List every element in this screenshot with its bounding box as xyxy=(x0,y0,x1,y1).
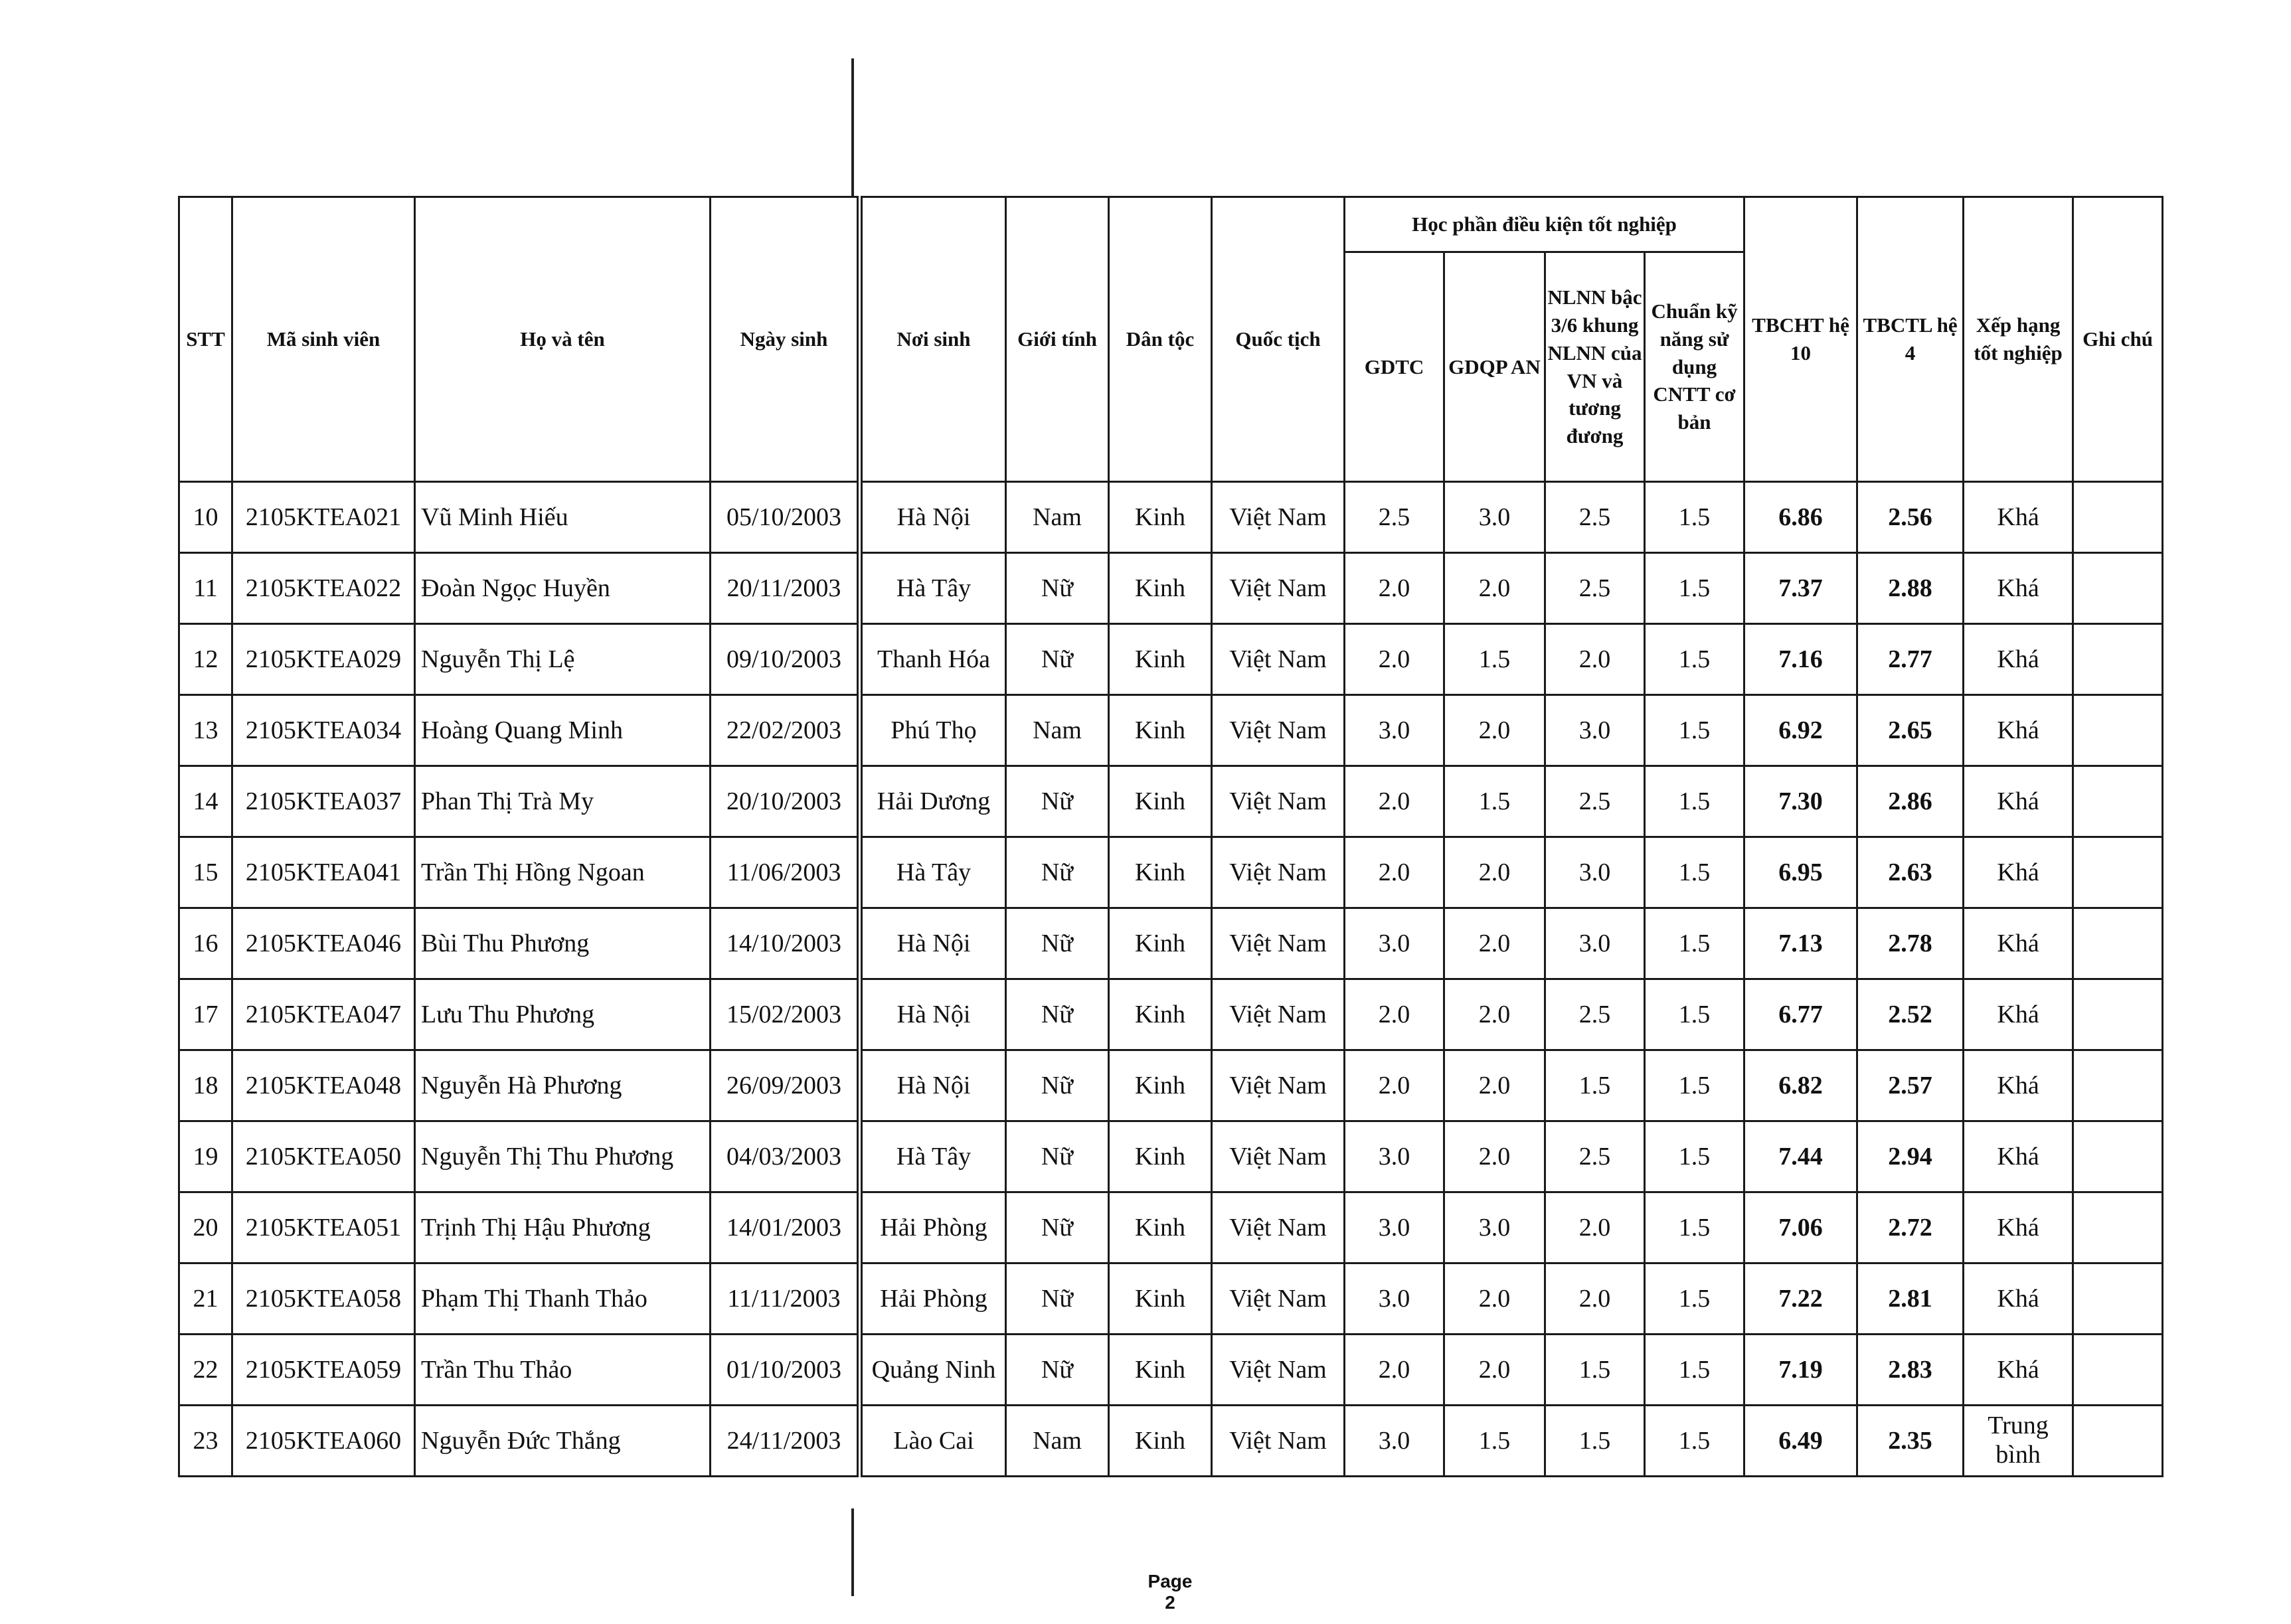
cell-nlnn: 3.0 xyxy=(1545,837,1645,908)
cell-birth-place: Hà Nội xyxy=(860,908,1006,979)
table-row xyxy=(179,624,2163,695)
cell-birth-date: 11/11/2003 xyxy=(711,1263,860,1335)
cell-gdqp: 2.0 xyxy=(1444,695,1545,766)
cell-tbcht: 6.86 xyxy=(1744,482,1857,553)
cell-nationality: Việt Nam xyxy=(1212,1335,1345,1406)
fold-line-bottom xyxy=(851,1508,854,1596)
cell-nlnn: 2.5 xyxy=(1545,766,1645,837)
cell-student-id: 2105KTEA050 xyxy=(232,1121,415,1192)
cell-tbcht: 6.49 xyxy=(1744,1406,1857,1477)
cell-birth-place: Hải Phòng xyxy=(860,1192,1006,1263)
cell-note xyxy=(2073,908,2163,979)
cell-nationality: Việt Nam xyxy=(1212,1121,1345,1192)
cell-cntt: 1.5 xyxy=(1645,1406,1744,1477)
table-row xyxy=(179,1050,2163,1121)
cell-tbctl: 2.94 xyxy=(1857,1121,1964,1192)
table-body xyxy=(179,482,2163,1477)
cell-student-id: 2105KTEA029 xyxy=(232,624,415,695)
cell-tbctl: 2.35 xyxy=(1857,1406,1964,1477)
cell-birth-place: Phú Thọ xyxy=(860,695,1006,766)
cell-cntt: 1.5 xyxy=(1645,766,1744,837)
cell-rank: Khá xyxy=(1964,766,2073,837)
cell-tbcht: 7.19 xyxy=(1744,1335,1857,1406)
cell-gdqp: 3.0 xyxy=(1444,1192,1545,1263)
cell-ethnicity: Kinh xyxy=(1109,553,1212,624)
cell-tbctl: 2.63 xyxy=(1857,837,1964,908)
cell-full-name: Nguyễn Hà Phương xyxy=(415,1050,711,1121)
cell-tbcht: 7.37 xyxy=(1744,553,1857,624)
cell-birth-date: 05/10/2003 xyxy=(711,482,860,553)
cell-nlnn: 3.0 xyxy=(1545,695,1645,766)
cell-gdqp: 2.0 xyxy=(1444,553,1545,624)
cell-birth-date: 20/11/2003 xyxy=(711,553,860,624)
header-student-id: Mã sinh viên xyxy=(232,197,415,482)
cell-gdqp: 2.0 xyxy=(1444,908,1545,979)
cell-tbctl: 2.78 xyxy=(1857,908,1964,979)
cell-rank: Khá xyxy=(1964,979,2073,1050)
cell-gdtc: 2.0 xyxy=(1345,766,1444,837)
cell-gender: Nữ xyxy=(1006,1050,1109,1121)
cell-gdqp: 2.0 xyxy=(1444,979,1545,1050)
cell-tbctl: 2.88 xyxy=(1857,553,1964,624)
cell-rank: Trung bình xyxy=(1964,1406,2073,1477)
cell-tbctl: 2.81 xyxy=(1857,1263,1964,1335)
cell-student-id: 2105KTEA034 xyxy=(232,695,415,766)
cell-tbctl: 2.52 xyxy=(1857,979,1964,1050)
cell-gender: Nữ xyxy=(1006,979,1109,1050)
cell-note xyxy=(2073,553,2163,624)
cell-tbcht: 7.22 xyxy=(1744,1263,1857,1335)
table-row xyxy=(179,695,2163,766)
cell-rank: Khá xyxy=(1964,1050,2073,1121)
header-gdqp: GDQP AN xyxy=(1444,252,1545,482)
cell-tbctl: 2.56 xyxy=(1857,482,1964,553)
cell-student-id: 2105KTEA021 xyxy=(232,482,415,553)
table-row xyxy=(179,553,2163,624)
cell-birth-date: 26/09/2003 xyxy=(711,1050,860,1121)
cell-birth-date: 15/02/2003 xyxy=(711,979,860,1050)
cell-birth-date: 11/06/2003 xyxy=(711,837,860,908)
cell-gdqp: 2.0 xyxy=(1444,1335,1545,1406)
cell-gender: Nữ xyxy=(1006,553,1109,624)
cell-note xyxy=(2073,1335,2163,1406)
cell-nationality: Việt Nam xyxy=(1212,908,1345,979)
cell-tbctl: 2.65 xyxy=(1857,695,1964,766)
cell-note xyxy=(2073,837,2163,908)
cell-ethnicity: Kinh xyxy=(1109,1050,1212,1121)
cell-gdtc: 2.0 xyxy=(1345,624,1444,695)
cell-ethnicity: Kinh xyxy=(1109,1192,1212,1263)
cell-tbcht: 6.92 xyxy=(1744,695,1857,766)
cell-gdqp: 2.0 xyxy=(1444,837,1545,908)
cell-gdtc: 2.0 xyxy=(1345,1050,1444,1121)
header-ethnicity: Dân tộc xyxy=(1109,197,1212,482)
cell-student-id: 2105KTEA058 xyxy=(232,1263,415,1335)
cell-nlnn: 1.5 xyxy=(1545,1406,1645,1477)
cell-ethnicity: Kinh xyxy=(1109,908,1212,979)
cell-nationality: Việt Nam xyxy=(1212,1406,1345,1477)
cell-student-id: 2105KTEA037 xyxy=(232,766,415,837)
cell-gender: Nữ xyxy=(1006,1192,1109,1263)
cell-gender: Nam xyxy=(1006,482,1109,553)
cell-nationality: Việt Nam xyxy=(1212,766,1345,837)
cell-gdtc: 2.0 xyxy=(1345,1335,1444,1406)
cell-stt: 14 xyxy=(179,766,232,837)
cell-nlnn: 2.0 xyxy=(1545,1192,1645,1263)
cell-rank: Khá xyxy=(1964,837,2073,908)
cell-birth-date: 20/10/2003 xyxy=(711,766,860,837)
cell-nationality: Việt Nam xyxy=(1212,624,1345,695)
cell-full-name: Hoàng Quang Minh xyxy=(415,695,711,766)
cell-gender: Nữ xyxy=(1006,1335,1109,1406)
cell-nationality: Việt Nam xyxy=(1212,1263,1345,1335)
cell-gender: Nữ xyxy=(1006,1263,1109,1335)
cell-rank: Khá xyxy=(1964,695,2073,766)
cell-cntt: 1.5 xyxy=(1645,1263,1744,1335)
table-row xyxy=(179,1121,2163,1192)
cell-tbcht: 7.13 xyxy=(1744,908,1857,979)
cell-gdtc: 2.0 xyxy=(1345,553,1444,624)
cell-tbctl: 2.72 xyxy=(1857,1192,1964,1263)
cell-note xyxy=(2073,624,2163,695)
cell-gdqp: 1.5 xyxy=(1444,624,1545,695)
cell-tbctl: 2.83 xyxy=(1857,1335,1964,1406)
cell-gdtc: 3.0 xyxy=(1345,908,1444,979)
cell-full-name: Đoàn Ngọc Huyền xyxy=(415,553,711,624)
cell-tbcht: 6.95 xyxy=(1744,837,1857,908)
header-nlnn: NLNN bậc 3/6 khung NLNN của VN và tương đương xyxy=(1545,252,1645,482)
header-group-conditions: Học phần điều kiện tốt nghiệp xyxy=(1345,197,1744,252)
cell-cntt: 1.5 xyxy=(1645,1192,1744,1263)
cell-note xyxy=(2073,482,2163,553)
cell-gender: Nữ xyxy=(1006,766,1109,837)
cell-birth-date: 22/02/2003 xyxy=(711,695,860,766)
table-row xyxy=(179,1192,2163,1263)
header-cntt: Chuẩn kỹ năng sử dụng CNTT cơ bản xyxy=(1645,252,1744,482)
cell-gdtc: 2.0 xyxy=(1345,979,1444,1050)
cell-full-name: Phạm Thị Thanh Thảo xyxy=(415,1263,711,1335)
cell-full-name: Nguyễn Thị Lệ xyxy=(415,624,711,695)
cell-birth-place: Hà Tây xyxy=(860,553,1006,624)
cell-gdqp: 3.0 xyxy=(1444,482,1545,553)
cell-gender: Nữ xyxy=(1006,837,1109,908)
cell-gdqp: 1.5 xyxy=(1444,1406,1545,1477)
cell-nlnn: 2.5 xyxy=(1545,1121,1645,1192)
cell-birth-date: 09/10/2003 xyxy=(711,624,860,695)
header-tbctl: TBCTL hệ 4 xyxy=(1857,197,1964,482)
cell-student-id: 2105KTEA048 xyxy=(232,1050,415,1121)
cell-birth-place: Hải Dương xyxy=(860,766,1006,837)
cell-gdtc: 3.0 xyxy=(1345,695,1444,766)
cell-birth-place: Hà Nội xyxy=(860,1050,1006,1121)
cell-stt: 21 xyxy=(179,1263,232,1335)
cell-cntt: 1.5 xyxy=(1645,979,1744,1050)
cell-note xyxy=(2073,1121,2163,1192)
cell-nationality: Việt Nam xyxy=(1212,553,1345,624)
cell-nlnn: 2.0 xyxy=(1545,1263,1645,1335)
header-rank: Xếp hạng tốt nghiệp xyxy=(1964,197,2073,482)
cell-tbctl: 2.57 xyxy=(1857,1050,1964,1121)
header-full-name: Họ và tên xyxy=(415,197,711,482)
cell-rank: Khá xyxy=(1964,624,2073,695)
cell-cntt: 1.5 xyxy=(1645,1335,1744,1406)
cell-birth-date: 24/11/2003 xyxy=(711,1406,860,1477)
cell-student-id: 2105KTEA022 xyxy=(232,553,415,624)
table-header xyxy=(179,197,2163,482)
cell-cntt: 1.5 xyxy=(1645,1121,1744,1192)
cell-tbcht: 7.44 xyxy=(1744,1121,1857,1192)
cell-nationality: Việt Nam xyxy=(1212,695,1345,766)
cell-ethnicity: Kinh xyxy=(1109,482,1212,553)
table-row xyxy=(179,1406,2163,1477)
cell-nationality: Việt Nam xyxy=(1212,837,1345,908)
cell-birth-date: 14/10/2003 xyxy=(711,908,860,979)
cell-gdtc: 3.0 xyxy=(1345,1192,1444,1263)
cell-birth-date: 14/01/2003 xyxy=(711,1192,860,1263)
cell-full-name: Phan Thị Trà My xyxy=(415,766,711,837)
cell-ethnicity: Kinh xyxy=(1109,837,1212,908)
cell-gdqp: 1.5 xyxy=(1444,766,1545,837)
table-row xyxy=(179,766,2163,837)
cell-birth-place: Quảng Ninh xyxy=(860,1335,1006,1406)
cell-ethnicity: Kinh xyxy=(1109,1406,1212,1477)
cell-full-name: Nguyễn Đức Thắng xyxy=(415,1406,711,1477)
cell-full-name: Lưu Thu Phương xyxy=(415,979,711,1050)
cell-stt: 23 xyxy=(179,1406,232,1477)
cell-tbcht: 7.16 xyxy=(1744,624,1857,695)
cell-rank: Khá xyxy=(1964,1121,2073,1192)
cell-stt: 17 xyxy=(179,979,232,1050)
cell-note xyxy=(2073,979,2163,1050)
cell-nationality: Việt Nam xyxy=(1212,979,1345,1050)
cell-birth-place: Hà Tây xyxy=(860,1121,1006,1192)
cell-ethnicity: Kinh xyxy=(1109,1335,1212,1406)
graduation-table xyxy=(178,196,2164,1477)
cell-student-id: 2105KTEA046 xyxy=(232,908,415,979)
cell-gender: Nữ xyxy=(1006,1121,1109,1192)
header-gdtc: GDTC xyxy=(1345,252,1444,482)
cell-birth-date: 04/03/2003 xyxy=(711,1121,860,1192)
cell-student-id: 2105KTEA059 xyxy=(232,1335,415,1406)
cell-student-id: 2105KTEA047 xyxy=(232,979,415,1050)
table-row xyxy=(179,1263,2163,1335)
cell-nlnn: 2.5 xyxy=(1545,482,1645,553)
cell-full-name: Trần Thị Hồng Ngoan xyxy=(415,837,711,908)
cell-gender: Nữ xyxy=(1006,624,1109,695)
cell-tbcht: 6.77 xyxy=(1744,979,1857,1050)
cell-birth-place: Hà Nội xyxy=(860,979,1006,1050)
cell-full-name: Bùi Thu Phương xyxy=(415,908,711,979)
cell-full-name: Vũ Minh Hiếu xyxy=(415,482,711,553)
cell-cntt: 1.5 xyxy=(1645,624,1744,695)
cell-birth-place: Hà Tây xyxy=(860,837,1006,908)
cell-birth-place: Lào Cai xyxy=(860,1406,1006,1477)
cell-student-id: 2105KTEA041 xyxy=(232,837,415,908)
cell-ethnicity: Kinh xyxy=(1109,979,1212,1050)
cell-ethnicity: Kinh xyxy=(1109,766,1212,837)
cell-stt: 22 xyxy=(179,1335,232,1406)
cell-cntt: 1.5 xyxy=(1645,553,1744,624)
cell-cntt: 1.5 xyxy=(1645,837,1744,908)
cell-stt: 11 xyxy=(179,553,232,624)
cell-cntt: 1.5 xyxy=(1645,482,1744,553)
cell-stt: 15 xyxy=(179,837,232,908)
cell-nlnn: 1.5 xyxy=(1545,1050,1645,1121)
cell-nlnn: 3.0 xyxy=(1545,908,1645,979)
cell-nationality: Việt Nam xyxy=(1212,1192,1345,1263)
cell-nationality: Việt Nam xyxy=(1212,1050,1345,1121)
cell-rank: Khá xyxy=(1964,1192,2073,1263)
cell-stt: 10 xyxy=(179,482,232,553)
cell-stt: 12 xyxy=(179,624,232,695)
cell-tbcht: 7.30 xyxy=(1744,766,1857,837)
cell-note xyxy=(2073,1263,2163,1335)
cell-gdtc: 2.0 xyxy=(1345,837,1444,908)
cell-gdtc: 2.5 xyxy=(1345,482,1444,553)
cell-stt: 18 xyxy=(179,1050,232,1121)
cell-cntt: 1.5 xyxy=(1645,695,1744,766)
cell-tbctl: 2.77 xyxy=(1857,624,1964,695)
cell-tbcht: 6.82 xyxy=(1744,1050,1857,1121)
cell-cntt: 1.5 xyxy=(1645,1050,1744,1121)
cell-cntt: 1.5 xyxy=(1645,908,1744,979)
cell-ethnicity: Kinh xyxy=(1109,624,1212,695)
cell-gdtc: 3.0 xyxy=(1345,1121,1444,1192)
cell-student-id: 2105KTEA051 xyxy=(232,1192,415,1263)
cell-gdtc: 3.0 xyxy=(1345,1406,1444,1477)
cell-full-name: Trần Thu Thảo xyxy=(415,1335,711,1406)
cell-nlnn: 2.5 xyxy=(1545,979,1645,1050)
cell-rank: Khá xyxy=(1964,553,2073,624)
cell-student-id: 2105KTEA060 xyxy=(232,1406,415,1477)
cell-birth-place: Thanh Hóa xyxy=(860,624,1006,695)
cell-tbcht: 7.06 xyxy=(1744,1192,1857,1263)
cell-note xyxy=(2073,1050,2163,1121)
cell-ethnicity: Kinh xyxy=(1109,1121,1212,1192)
cell-birth-place: Hà Nội xyxy=(860,482,1006,553)
cell-gdqp: 2.0 xyxy=(1444,1050,1545,1121)
cell-full-name: Trịnh Thị Hậu Phương xyxy=(415,1192,711,1263)
header-nationality: Quốc tịch xyxy=(1212,197,1345,482)
header-note: Ghi chú xyxy=(2073,197,2163,482)
header-birth-place: Nơi sinh xyxy=(860,197,1006,482)
cell-note xyxy=(2073,1406,2163,1477)
cell-ethnicity: Kinh xyxy=(1109,695,1212,766)
cell-rank: Khá xyxy=(1964,482,2073,553)
cell-gdqp: 2.0 xyxy=(1444,1263,1545,1335)
fold-line-top xyxy=(851,58,854,198)
table-row xyxy=(179,482,2163,553)
cell-stt: 19 xyxy=(179,1121,232,1192)
cell-tbctl: 2.86 xyxy=(1857,766,1964,837)
table-row xyxy=(179,837,2163,908)
cell-birth-place: Hải Phòng xyxy=(860,1263,1006,1335)
cell-stt: 13 xyxy=(179,695,232,766)
header-birth-date: Ngày sinh xyxy=(711,197,860,482)
cell-gender: Nữ xyxy=(1006,908,1109,979)
cell-gdtc: 3.0 xyxy=(1345,1263,1444,1335)
cell-full-name: Nguyễn Thị Thu Phương xyxy=(415,1121,711,1192)
header-gender: Giới tính xyxy=(1006,197,1109,482)
cell-rank: Khá xyxy=(1964,1263,2073,1335)
cell-gender: Nam xyxy=(1006,695,1109,766)
cell-gdqp: 2.0 xyxy=(1444,1121,1545,1192)
page-number: Page 2 xyxy=(1147,1571,1193,1613)
cell-rank: Khá xyxy=(1964,1335,2073,1406)
cell-nlnn: 2.5 xyxy=(1545,553,1645,624)
table-row xyxy=(179,1335,2163,1406)
cell-stt: 16 xyxy=(179,908,232,979)
cell-gender: Nam xyxy=(1006,1406,1109,1477)
header-stt: STT xyxy=(179,197,232,482)
table-row xyxy=(179,908,2163,979)
cell-nlnn: 2.0 xyxy=(1545,624,1645,695)
table-row xyxy=(179,979,2163,1050)
cell-note xyxy=(2073,766,2163,837)
cell-nationality: Việt Nam xyxy=(1212,482,1345,553)
cell-stt: 20 xyxy=(179,1192,232,1263)
cell-note xyxy=(2073,1192,2163,1263)
cell-note xyxy=(2073,695,2163,766)
header-tbcht: TBCHT hệ 10 xyxy=(1744,197,1857,482)
cell-rank: Khá xyxy=(1964,908,2073,979)
cell-birth-date: 01/10/2003 xyxy=(711,1335,860,1406)
cell-nlnn: 1.5 xyxy=(1545,1335,1645,1406)
cell-ethnicity: Kinh xyxy=(1109,1263,1212,1335)
